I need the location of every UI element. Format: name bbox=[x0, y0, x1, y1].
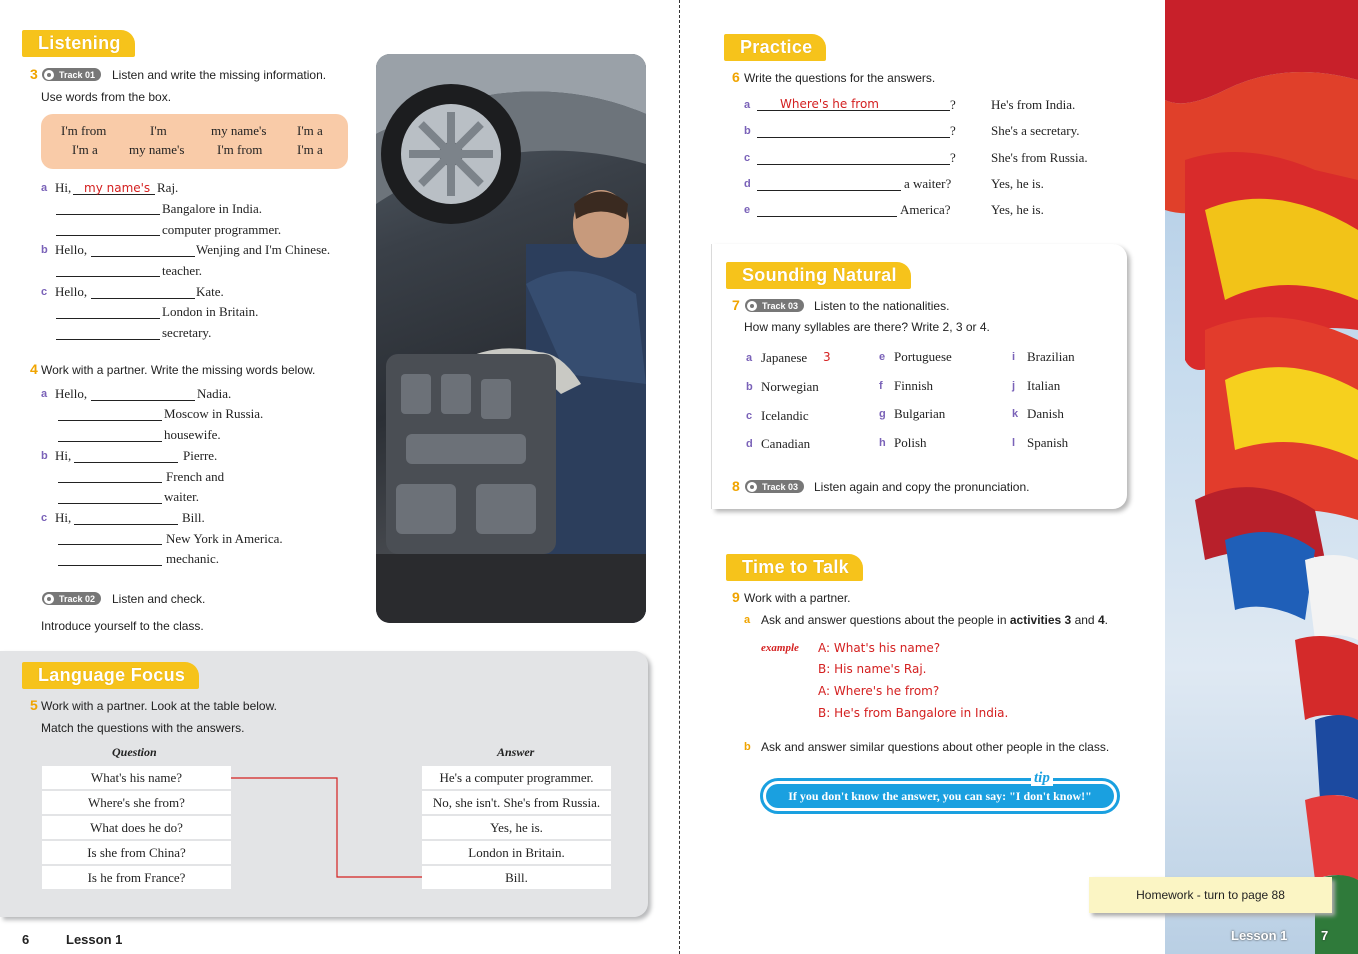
question-cell[interactable]: What does he do? bbox=[42, 816, 231, 839]
ex3-instruction: Listen and write the missing information. bbox=[112, 68, 327, 82]
item-letter: c bbox=[744, 152, 751, 164]
track-01-button[interactable] bbox=[42, 68, 101, 81]
track-02-button[interactable] bbox=[42, 592, 101, 605]
item-letter: d bbox=[746, 438, 753, 450]
audio-disc-icon bbox=[44, 594, 54, 604]
line-text: New York in America. bbox=[166, 531, 283, 546]
line-text: America? bbox=[900, 202, 951, 217]
exercise-number: 8 bbox=[732, 478, 740, 494]
nationality-word: Brazilian bbox=[1027, 349, 1075, 364]
answer-cell[interactable]: London in Britain. bbox=[422, 841, 611, 864]
lesson-label-right: Lesson 1 bbox=[1231, 928, 1288, 943]
item-letter: a bbox=[744, 614, 751, 626]
nationality-word: Danish bbox=[1027, 406, 1064, 421]
item-letter: j bbox=[1012, 380, 1016, 392]
introduce-text: Introduce yourself to the class. bbox=[41, 619, 204, 633]
box-word: I'm a bbox=[72, 142, 98, 157]
exercise-number: 5 bbox=[30, 697, 38, 713]
match-connector-line bbox=[231, 770, 423, 882]
item-letter: c bbox=[746, 410, 753, 422]
ex9-instruction: Work with a partner. bbox=[744, 591, 851, 605]
reply-text: She's from Russia. bbox=[991, 150, 1088, 165]
track-label: Track 01 bbox=[59, 69, 96, 80]
track-03-button[interactable] bbox=[745, 299, 804, 312]
line-text: Hello, bbox=[55, 242, 88, 257]
item-letter: e bbox=[744, 204, 751, 216]
question-cell[interactable]: Is she from China? bbox=[42, 841, 231, 864]
answer-cell[interactable]: Yes, he is. bbox=[422, 816, 611, 839]
nationality-word: Icelandic bbox=[761, 408, 809, 423]
box-word: my name's bbox=[129, 142, 185, 157]
mechanic-illustration bbox=[376, 54, 646, 623]
item-letter: b bbox=[746, 381, 753, 393]
time-to-talk-heading: Time to Talk bbox=[726, 554, 863, 581]
item-letter: b bbox=[744, 125, 751, 137]
ex9a-and: and bbox=[1074, 613, 1095, 627]
mechanic-photo bbox=[376, 54, 646, 623]
line-text: Hello, bbox=[55, 386, 88, 401]
answer-blank[interactable] bbox=[757, 177, 901, 191]
item-letter: i bbox=[1012, 351, 1016, 363]
tip-text: If you don't know the answer, you can say: "I don't know!" bbox=[766, 784, 1114, 808]
exercise-number: 7 bbox=[732, 297, 740, 313]
page-divider bbox=[679, 0, 680, 954]
line-text: mechanic. bbox=[166, 551, 220, 566]
example-line: B: His name's Raj. bbox=[818, 662, 927, 676]
question-cell[interactable]: What's his name? bbox=[42, 766, 231, 789]
page-number-left: 6 bbox=[22, 932, 30, 947]
line-text: Hi, bbox=[55, 510, 72, 525]
ex6-instruction: Write the questions for the answers. bbox=[744, 71, 936, 85]
answer-blank[interactable] bbox=[74, 449, 178, 463]
line-text: London in Britain. bbox=[162, 304, 259, 319]
line-text: Hi, bbox=[55, 180, 72, 195]
question-cell[interactable]: Is he from France? bbox=[42, 866, 231, 889]
item-letter: e bbox=[879, 351, 886, 363]
answer-blank[interactable] bbox=[58, 490, 162, 504]
filled-answer: my name's bbox=[84, 181, 151, 195]
nationality-word: Italian bbox=[1027, 378, 1061, 393]
exercise-number: 9 bbox=[732, 589, 740, 605]
box-word: I'm a bbox=[297, 123, 323, 138]
line-text: Nadia. bbox=[197, 386, 232, 401]
nationality-word: Spanish bbox=[1027, 435, 1069, 450]
ex9a-text bbox=[761, 613, 1108, 627]
ex9b-text: Ask and answer similar questions about other people in the class. bbox=[761, 740, 1110, 754]
line-text: computer programmer. bbox=[162, 222, 282, 237]
box-word: I'm from bbox=[217, 142, 263, 157]
line-text: Kate. bbox=[196, 284, 224, 299]
answer-blank[interactable] bbox=[58, 407, 162, 421]
answer-blank[interactable] bbox=[56, 201, 160, 215]
item-letter: h bbox=[879, 437, 886, 449]
item-letter: a bbox=[41, 388, 48, 400]
answer-blank[interactable] bbox=[58, 552, 162, 566]
nationality-word: Canadian bbox=[761, 436, 811, 451]
answer-cell[interactable]: No, she isn't. She's from Russia. bbox=[422, 791, 611, 814]
example-line: A: What's his name? bbox=[818, 641, 941, 655]
track-label: Track 03 bbox=[762, 481, 799, 492]
answer-blank[interactable] bbox=[56, 305, 160, 319]
answer-blank[interactable] bbox=[74, 511, 178, 525]
ex9a-bold-activity: activities 3 bbox=[1009, 613, 1072, 627]
answer-cell[interactable]: Bill. bbox=[422, 866, 611, 889]
line-text: Hi, bbox=[55, 448, 72, 463]
exercise-number: 3 bbox=[30, 66, 38, 82]
item-letter: d bbox=[744, 178, 751, 190]
line-text: ? bbox=[950, 123, 956, 138]
audio-disc-icon bbox=[44, 70, 54, 80]
line-text: Bangalore in India. bbox=[162, 201, 262, 216]
item-letter: a bbox=[746, 352, 753, 364]
item-letter: a bbox=[744, 99, 751, 111]
answer-blank[interactable] bbox=[757, 203, 897, 217]
answer-blank[interactable] bbox=[757, 151, 950, 165]
sounding-natural-heading: Sounding Natural bbox=[726, 262, 911, 289]
ex8-instruction: Listen again and copy the pronunciation. bbox=[814, 480, 1030, 494]
item-letter: b bbox=[41, 244, 48, 256]
box-word: I'm bbox=[150, 123, 167, 138]
line-text: teacher. bbox=[162, 263, 203, 278]
tip-label: tip bbox=[1031, 770, 1053, 786]
track-03-again-button[interactable] bbox=[745, 480, 804, 493]
item-letter: a bbox=[41, 182, 48, 194]
reply-text: Yes, he is. bbox=[991, 176, 1044, 191]
filled-answer: Where's he from bbox=[780, 97, 879, 111]
question-cell[interactable]: Where's she from? bbox=[42, 791, 231, 814]
reply-text: Yes, he is. bbox=[991, 202, 1044, 217]
reply-text: He's from India. bbox=[991, 97, 1076, 112]
reply-text: She's a secretary. bbox=[991, 123, 1080, 138]
line-text: Raj. bbox=[157, 180, 179, 195]
example-label: example bbox=[761, 642, 799, 654]
nationality-word: Japanese bbox=[761, 350, 808, 365]
track-label: Track 02 bbox=[59, 593, 96, 604]
practice-heading: Practice bbox=[724, 34, 826, 61]
example-line: A: Where's he from? bbox=[818, 684, 940, 698]
syllable-answer: 3 bbox=[823, 350, 831, 364]
ex4-instruction: Work with a partner. Write the missing words below. bbox=[41, 363, 316, 377]
exercise-number: 4 bbox=[30, 361, 38, 377]
box-word: I'm from bbox=[61, 123, 107, 138]
item-letter: b bbox=[744, 741, 751, 753]
ex7-instruction: Listen to the nationalities. bbox=[814, 299, 950, 313]
line-text: French and bbox=[166, 469, 225, 484]
answer-blank[interactable] bbox=[58, 428, 162, 442]
item-letter: c bbox=[41, 286, 48, 298]
answer-blank[interactable] bbox=[56, 263, 160, 277]
answer-blank[interactable] bbox=[757, 124, 950, 138]
box-word: I'm a bbox=[297, 142, 323, 157]
nationality-word: Polish bbox=[894, 435, 927, 450]
item-letter: g bbox=[879, 408, 886, 420]
homework-note: Homework - turn to page 88 bbox=[1089, 877, 1332, 913]
line-text: secretary. bbox=[162, 325, 212, 340]
flags-photo bbox=[1165, 0, 1358, 954]
line-text: waiter. bbox=[164, 489, 200, 504]
ex9a-text-start: Ask and answer questions about the people in bbox=[761, 613, 1007, 627]
audio-disc-icon bbox=[747, 301, 757, 311]
listening-heading: Listening bbox=[22, 30, 135, 57]
audio-disc-icon bbox=[747, 482, 757, 492]
example-line: B: He's from Bangalore in India. bbox=[818, 706, 1009, 720]
item-letter: k bbox=[1012, 408, 1019, 420]
ex7-instruction-2: How many syllables are there? Write 2, 3 or 4. bbox=[744, 320, 990, 334]
answer-blank[interactable] bbox=[56, 326, 160, 340]
line-text: Wenjing and I'm Chinese. bbox=[196, 242, 331, 257]
ex9a-period: . bbox=[1104, 613, 1108, 627]
nationality-word: Norwegian bbox=[761, 379, 819, 394]
answer-blank[interactable] bbox=[91, 285, 195, 299]
item-letter: l bbox=[1012, 437, 1016, 449]
listen-check-text: Listen and check. bbox=[112, 592, 206, 606]
question-column-header: Question bbox=[112, 745, 157, 759]
line-text: a waiter? bbox=[904, 176, 952, 191]
item-letter: b bbox=[41, 450, 48, 462]
answer-blank[interactable] bbox=[56, 222, 160, 236]
ex5-instruction-2: Match the questions with the answers. bbox=[41, 721, 245, 735]
page-number-right: 7 bbox=[1321, 928, 1329, 943]
line-text: Bill. bbox=[182, 510, 205, 525]
line-text: housewife. bbox=[164, 427, 221, 442]
line-text: Pierre. bbox=[183, 448, 218, 463]
language-focus-heading: Language Focus bbox=[22, 662, 199, 689]
answer-column-header: Answer bbox=[497, 745, 535, 759]
ex5-instruction: Work with a partner. Look at the table below. bbox=[41, 699, 277, 713]
ex9a-bold-number: 4 bbox=[1097, 613, 1105, 627]
tip-box bbox=[760, 778, 1120, 814]
lesson-label-left: Lesson 1 bbox=[66, 932, 123, 947]
line-text: Moscow in Russia. bbox=[164, 406, 264, 421]
answer-cell[interactable]: He's a computer programmer. bbox=[422, 766, 611, 789]
track-label: Track 03 bbox=[762, 300, 799, 311]
word-box bbox=[41, 114, 348, 169]
box-word: my name's bbox=[211, 123, 267, 138]
ex3-instruction-2: Use words from the box. bbox=[41, 90, 172, 104]
answer-blank[interactable] bbox=[91, 243, 195, 257]
nationality-word: Portuguese bbox=[894, 349, 952, 364]
line-text: ? bbox=[950, 97, 956, 112]
answer-blank[interactable] bbox=[91, 387, 195, 401]
flags-illustration bbox=[1165, 0, 1358, 954]
line-text: ? bbox=[950, 150, 956, 165]
answer-blank[interactable] bbox=[58, 469, 162, 483]
exercise-number: 6 bbox=[732, 69, 740, 85]
item-letter: f bbox=[879, 380, 883, 392]
answer-blank[interactable] bbox=[58, 531, 162, 545]
line-text: Hello, bbox=[55, 284, 88, 299]
item-letter: c bbox=[41, 512, 48, 524]
nationality-word: Finnish bbox=[894, 378, 934, 393]
nationality-word: Bulgarian bbox=[894, 406, 946, 421]
